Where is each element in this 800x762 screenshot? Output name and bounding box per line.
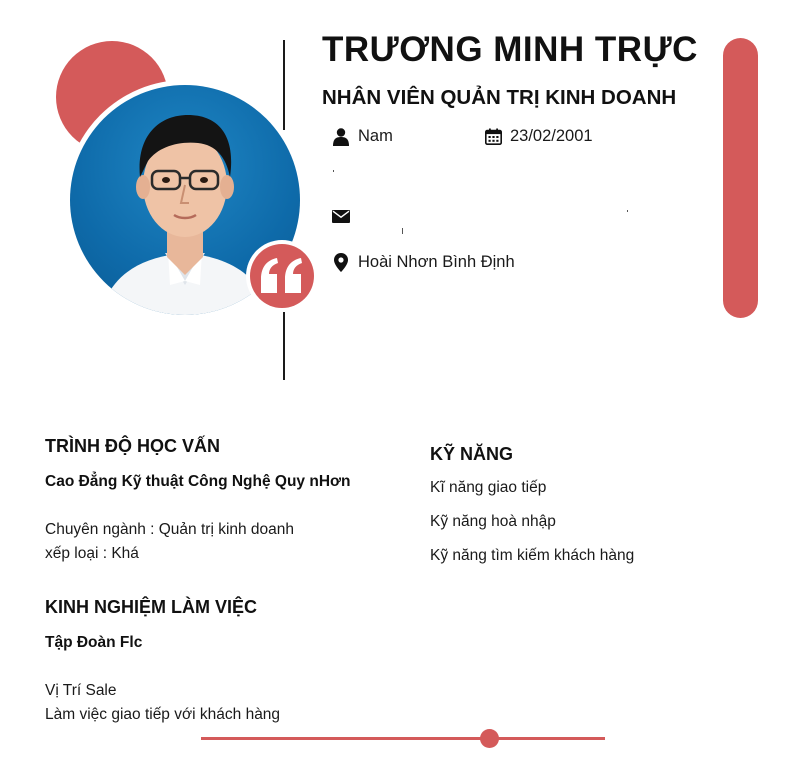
skill-item: Kỹ năng tìm kiếm khách hàng bbox=[430, 547, 635, 564]
accent-bar bbox=[723, 38, 758, 318]
calendar-icon bbox=[484, 128, 502, 146]
dob-value: 23/02/2001 bbox=[510, 127, 593, 145]
map-pin-icon bbox=[332, 254, 350, 272]
email-end-mark bbox=[627, 210, 628, 212]
skill-item: Kỹ năng hoà nhập bbox=[430, 513, 556, 530]
experience-description: Làm việc giao tiếp với khách hàng bbox=[45, 706, 281, 723]
candidate-name: TRƯƠNG MINH TRỰC bbox=[322, 30, 698, 69]
email-row bbox=[332, 207, 358, 225]
skill-item: Kĩ năng giao tiếp bbox=[430, 479, 547, 496]
envelope-icon bbox=[332, 207, 350, 225]
footer-slider-track bbox=[201, 737, 605, 740]
education-grade: xếp loại : Khá bbox=[45, 545, 139, 562]
education-heading: TRÌNH ĐỘ HỌC VẤN bbox=[45, 436, 220, 456]
footer-slider-dot bbox=[480, 729, 499, 748]
address-value: Hoài Nhơn Bình Định bbox=[358, 253, 515, 271]
gender-value: Nam bbox=[358, 127, 393, 145]
dob-row bbox=[484, 127, 593, 146]
gender-row bbox=[332, 127, 393, 146]
experience-position: Vị Trí Sale bbox=[45, 682, 117, 699]
user-icon bbox=[332, 128, 350, 146]
address-row bbox=[332, 253, 515, 272]
education-major: Chuyên ngành : Quản trị kinh doanh bbox=[45, 521, 295, 538]
experience-heading: KINH NGHIỆM LÀM VIỆC bbox=[45, 597, 258, 617]
quote-badge bbox=[246, 240, 318, 312]
education-school: Cao Đẳng Kỹ thuật Công Nghệ Quy nHơn bbox=[45, 473, 351, 490]
job-title: NHÂN VIÊN QUẢN TRỊ KINH DOANH bbox=[322, 86, 677, 109]
experience-company: Tập Đoàn Flc bbox=[45, 634, 143, 651]
skills-heading: KỸ NĂNG bbox=[430, 444, 514, 464]
email-cursor-mark bbox=[402, 228, 403, 234]
quote-icon bbox=[259, 257, 305, 295]
divider-line-top bbox=[283, 40, 285, 130]
divider-line-bottom bbox=[283, 312, 285, 380]
phone-placeholder-mark bbox=[333, 170, 334, 172]
